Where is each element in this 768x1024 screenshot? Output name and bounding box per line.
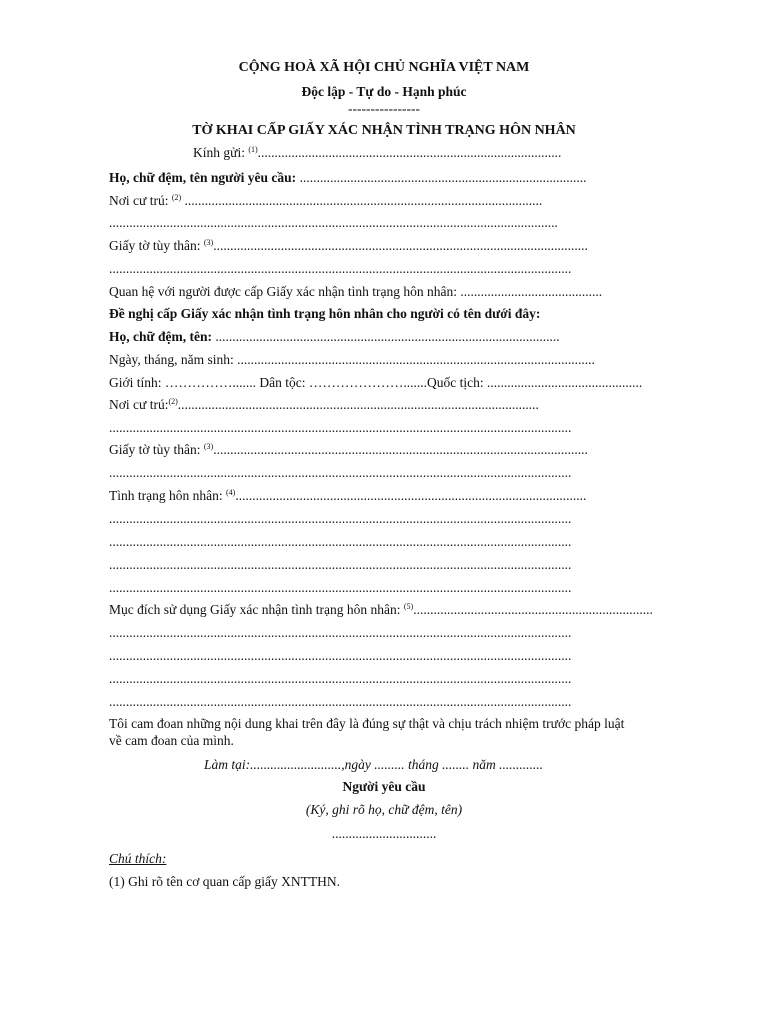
id-doc2-field-2[interactable]: ......................................................................................................................................... — [109, 465, 572, 480]
requester-name-field[interactable]: ..................................................................................... — [296, 170, 587, 185]
note-ref-2b: (2) — [168, 397, 178, 406]
note-ref-1: (1) — [248, 145, 258, 154]
sex-field[interactable]: ……………....... — [164, 375, 260, 390]
dob-field[interactable]: .......................................................................................................... — [237, 352, 595, 367]
id-doc-field[interactable]: ............................................................................................................... — [213, 238, 588, 253]
note-ref-3b: (3) — [203, 442, 214, 451]
motto: Độc lập - Tự do - Hạnh phúc — [301, 84, 467, 99]
residence2-field[interactable]: ........................................................................................................... — [177, 397, 539, 412]
kinh-gui-label: Kính gửi: — [193, 145, 249, 160]
note-ref-4: (4) — [225, 488, 236, 497]
purpose-field-2[interactable]: ......................................................................................................................................... — [109, 625, 572, 640]
note-ref-2: (2) — [171, 193, 182, 202]
residence-line — [109, 193, 542, 209]
note-ref-3: (3) — [203, 238, 214, 247]
month-field[interactable]: ........ — [442, 757, 473, 772]
month-label: tháng — [408, 757, 443, 772]
request-heading: Đề nghị cấp Giấy xác nhận tình trạng hôn nhân cho người có tên dưới đây: — [109, 306, 541, 321]
id-doc-field-2[interactable]: ......................................................................................................................................... — [109, 261, 572, 276]
place-label: Làm tại: — [204, 757, 251, 772]
dob-label: Ngày, tháng, năm sinh: — [109, 352, 238, 367]
marital-label: Tình trạng hôn nhân: — [109, 488, 226, 503]
note-1: (1) Ghi rõ tên cơ quan cấp giấy XNTTHN. — [109, 874, 340, 889]
signer-instruction: (Ký, ghi rõ họ, chữ đệm, tên) — [305, 802, 463, 817]
residence2-label: Nơi cư trú: — [109, 397, 169, 412]
nationality-field[interactable]: .............................................. — [487, 375, 643, 390]
purpose-line — [109, 602, 653, 618]
nation-heading: CỘNG HOÀ XÃ HỘI CHỦ NGHĨA VIỆT NAM — [238, 60, 530, 75]
relation-label: Quan hệ với người được cấp Giấy xác nhận tình trạng hôn nhân: — [109, 284, 461, 299]
marital-field-2[interactable]: ......................................................................................................................................... — [109, 511, 572, 526]
header-separator: ---------------- — [348, 101, 420, 116]
purpose-field[interactable]: ....................................................................... — [413, 602, 653, 617]
residence-field[interactable]: .......................................................................................................... — [181, 193, 543, 208]
kinh-gui-field[interactable]: .......................................................................................... — [257, 145, 562, 160]
requester-name-line — [109, 170, 586, 186]
residence2-line — [109, 397, 539, 413]
place-date-line — [204, 757, 543, 773]
relation-line — [109, 284, 602, 300]
marital-field[interactable]: ........................................................................................................ — [235, 488, 587, 503]
notes-heading: Chú thích: — [109, 851, 167, 866]
subject-name-line — [109, 329, 560, 345]
ethnic-label: Dân tộc: — [259, 375, 309, 390]
marital-field-5[interactable]: ......................................................................................................................................... — [109, 580, 572, 595]
signer-title: Người yêu cầu — [342, 779, 426, 794]
dob-line — [109, 352, 595, 368]
marital-line — [109, 488, 586, 504]
subject-name-field[interactable]: ...................................................................................................... — [211, 329, 560, 344]
subject-name-label: Họ, chữ đệm, tên: — [109, 329, 212, 344]
form-title: TỜ KHAI CẤP GIẤY XÁC NHẬN TÌNH TRẠNG HÔN NHÂN — [192, 123, 576, 138]
year-label: năm — [472, 757, 500, 772]
relation-field[interactable]: .......................................... — [460, 284, 603, 299]
kinh-gui-line — [193, 145, 561, 161]
nationality-label: Quốc tịch: — [427, 375, 488, 390]
residence2-field-2[interactable]: ......................................................................................................................................... — [109, 420, 572, 435]
residence-field-2[interactable]: ..................................................................................................................................... — [109, 215, 558, 230]
id-doc2-label: Giấy tờ tùy thân: — [109, 442, 204, 457]
requester-name-label: Họ, chữ đệm, tên người yêu cầu: — [109, 170, 297, 185]
day-field[interactable]: ......... — [374, 757, 409, 772]
sex-label: Giới tính: — [109, 375, 165, 390]
place-field[interactable]: ........................... — [250, 757, 342, 772]
day-label: ,ngày — [341, 757, 375, 772]
sex-ethnic-nationality-line — [109, 375, 642, 391]
id-doc-line — [109, 238, 588, 254]
ethnic-field[interactable]: …………………....... — [308, 375, 428, 390]
commitment-line-1: Tôi cam đoan những nội dung khai trên đây là đúng sự thật và chịu trách nhiệm trước pháp luật — [109, 716, 625, 731]
residence-label: Nơi cư trú: — [109, 193, 172, 208]
signature-field[interactable]: ............................... — [331, 826, 437, 841]
id-doc2-line — [109, 442, 588, 458]
marital-field-3[interactable]: ......................................................................................................................................... — [109, 534, 572, 549]
id-doc-label: Giấy tờ tùy thân: — [109, 238, 204, 253]
marital-field-4[interactable]: ......................................................................................................................................... — [109, 557, 572, 572]
purpose-field-5[interactable]: ......................................................................................................................................... — [109, 694, 572, 709]
year-field[interactable]: ............. — [499, 757, 544, 772]
purpose-field-3[interactable]: ......................................................................................................................................... — [109, 648, 572, 663]
id-doc2-field[interactable]: ............................................................................................................... — [213, 442, 588, 457]
note-ref-5: (5) — [403, 602, 414, 611]
purpose-field-4[interactable]: ......................................................................................................................................... — [109, 671, 572, 686]
purpose-label: Mục đích sử dụng Giấy xác nhận tình trạng hôn nhân: — [109, 602, 404, 617]
commitment-line-2: về cam đoan của mình. — [109, 733, 234, 748]
